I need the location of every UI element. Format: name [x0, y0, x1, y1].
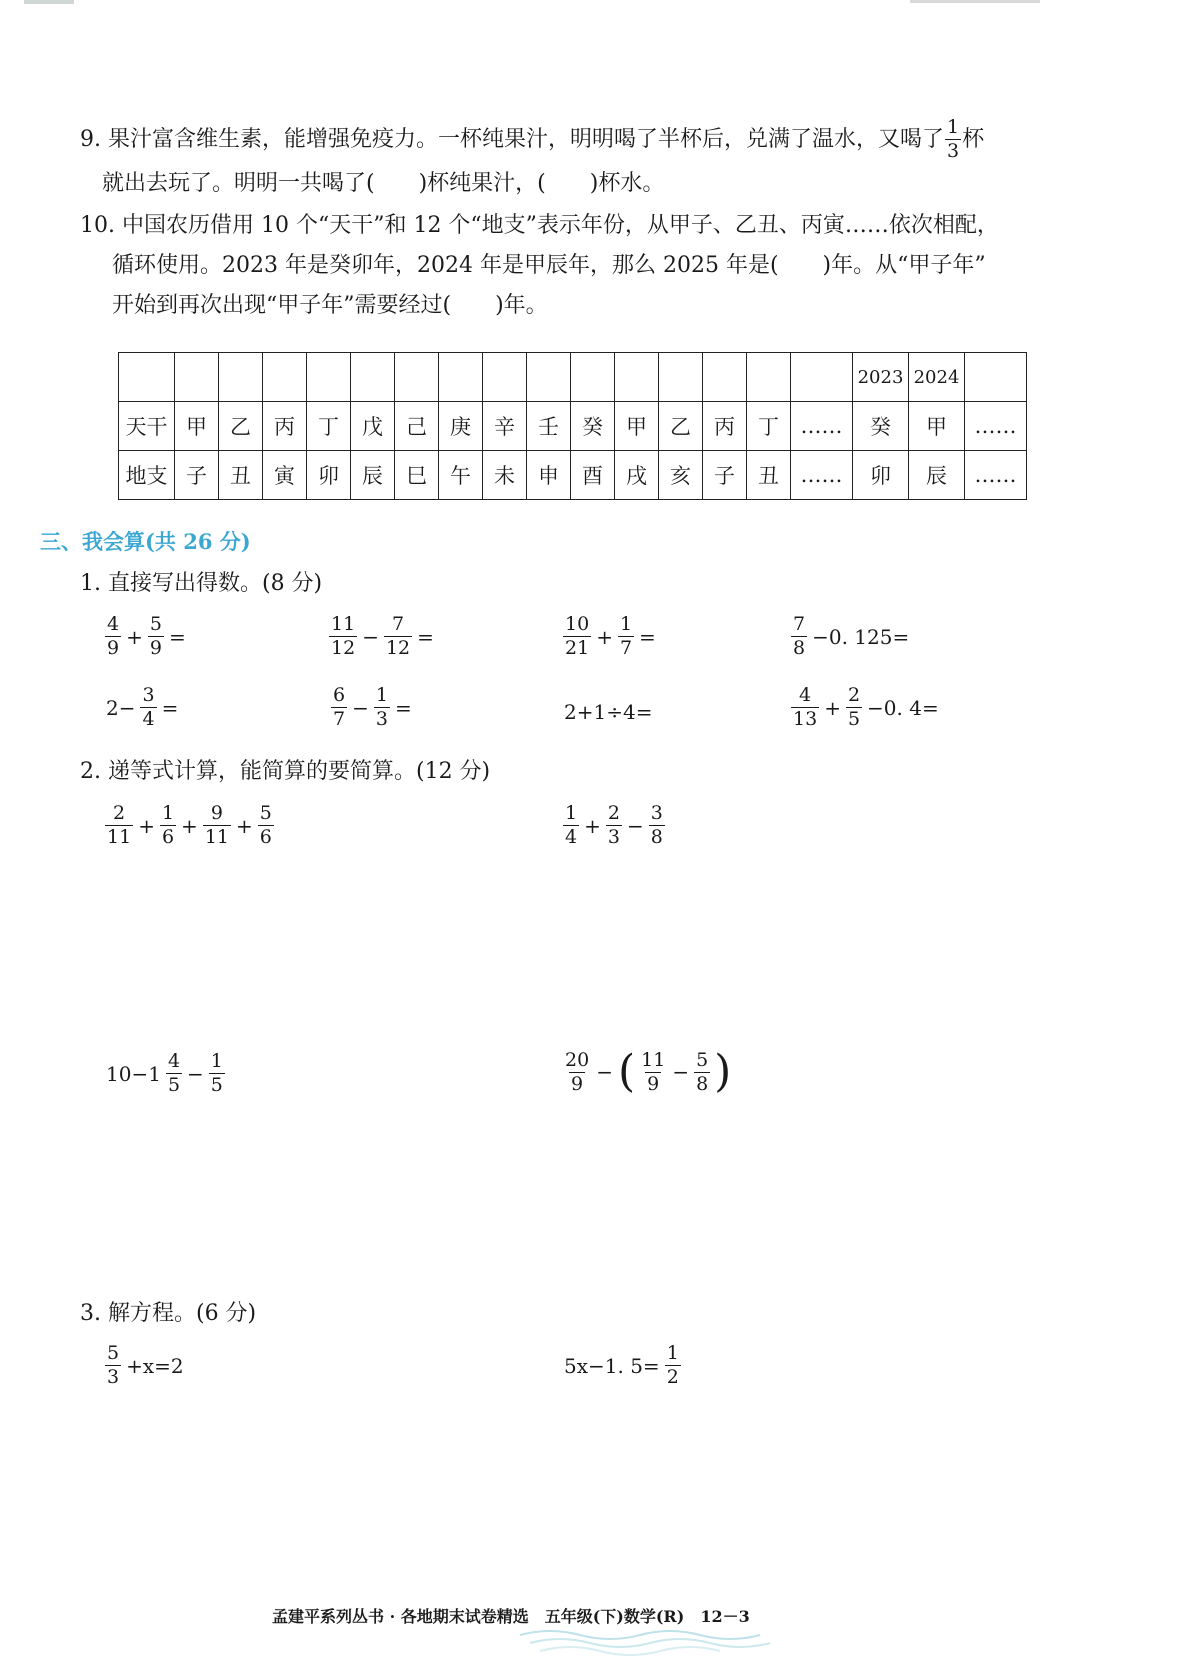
scan-edge-mark: [910, 0, 1040, 3]
footer-page-number: 12－3: [700, 1607, 750, 1626]
ganzhi-table: [118, 352, 1027, 500]
fraction: $\frac{1}{3}$: [947, 116, 960, 162]
equation: $\frac{5}{3}$ +x=2: [107, 1342, 184, 1388]
expression: 10−1 $\frac{4}{5}$ − $\frac{1}{5}$: [106, 1050, 223, 1096]
question-9-text: 9. 果汁富含维生素，能增强免疫力。一杯纯果汁，明明喝了半杯后，兑满了温水，又喝了: [80, 126, 944, 152]
expression: $\frac{11}{12}$ − $\frac{7}{12}$ =: [331, 613, 434, 659]
expression: $\frac{20}{9}$ − ( $\frac{11}{9}$ − $\frac{5}{8}$ ): [565, 1046, 732, 1097]
expression: $\frac{4}{9}$ + $\frac{5}{9}$ =: [107, 613, 186, 659]
expression: $\frac{10}{21}$ + $\frac{1}{7}$ =: [565, 613, 656, 659]
question-10-line3: 开始到再次出现“甲子年”需要经过( )年。: [112, 293, 548, 318]
question-10-line2: 循环使用。2023 年是癸卯年，2024 年是甲辰年，那么 2025 年是( )年。从“甲子年”: [112, 253, 986, 278]
expression: $\frac{2}{11}$ + $\frac{1}{6}$ + $\frac{9}{11}$ + $\frac{5}{6}$: [107, 802, 272, 848]
part-1-title: 1. 直接写出得数。(8 分): [80, 571, 323, 596]
question-9-line1: 9. 果汁富含维生素，能增强免疫力。一杯纯果汁，明明喝了半杯后，兑满了温水，又喝了 $\frac{1}{3}$ 杯: [80, 116, 985, 162]
question-9-line2: 就出去玩了。明明一共喝了( )杯纯果汁，( )杯水。: [102, 171, 665, 196]
part-3-title: 3. 解方程。(6 分): [80, 1301, 257, 1326]
question-10-line1: 10. 中国农历借用 10 个“天干”和 12 个“地支”表示年份，从甲子、乙丑、丙寅……依次相配，: [80, 213, 999, 238]
table-row-years: 2023 2024: [119, 353, 1027, 402]
section-3-title: 三、我会算(共 26 分): [40, 529, 251, 554]
page-footer: [272, 1604, 750, 1627]
expression: $\frac{6}{7}$ − $\frac{1}{3}$ =: [333, 684, 412, 730]
equation: 5x−1. 5= $\frac{1}{2}$: [564, 1342, 679, 1388]
scan-edge-mark: [24, 0, 74, 4]
expression: $\frac{1}{4}$ + $\frac{2}{3}$ − $\frac{3}{8}$: [565, 802, 663, 848]
footer-book-title: 孟建平系列丛书 · 各地期末试卷精选: [272, 1607, 529, 1626]
part-2-title: 2. 递等式计算，能简算的要简算。(12 分): [80, 759, 491, 784]
expression: $\frac{7}{8}$ −0. 125=: [793, 613, 910, 659]
table-row-dizhi: 地支 子 丑 寅 卯 辰 巳 午 未 申 酉 戌 亥 子 丑 …… 卯 辰 ……: [119, 451, 1027, 500]
footer-grade: 五年级(下)数学(R): [544, 1607, 685, 1626]
expression: 2− $\frac{3}{4}$ =: [106, 684, 179, 730]
decorative-wave: [520, 1625, 780, 1661]
expression: $\frac{4}{13}$ + $\frac{2}{5}$ −0. 4=: [793, 684, 939, 730]
expression: 2+1÷4=: [564, 700, 653, 724]
table-row-tiangan: 天干 甲 乙 丙 丁 戊 己 庚 辛 壬 癸 甲 乙 丙 丁 …… 癸 甲 ……: [119, 402, 1027, 451]
